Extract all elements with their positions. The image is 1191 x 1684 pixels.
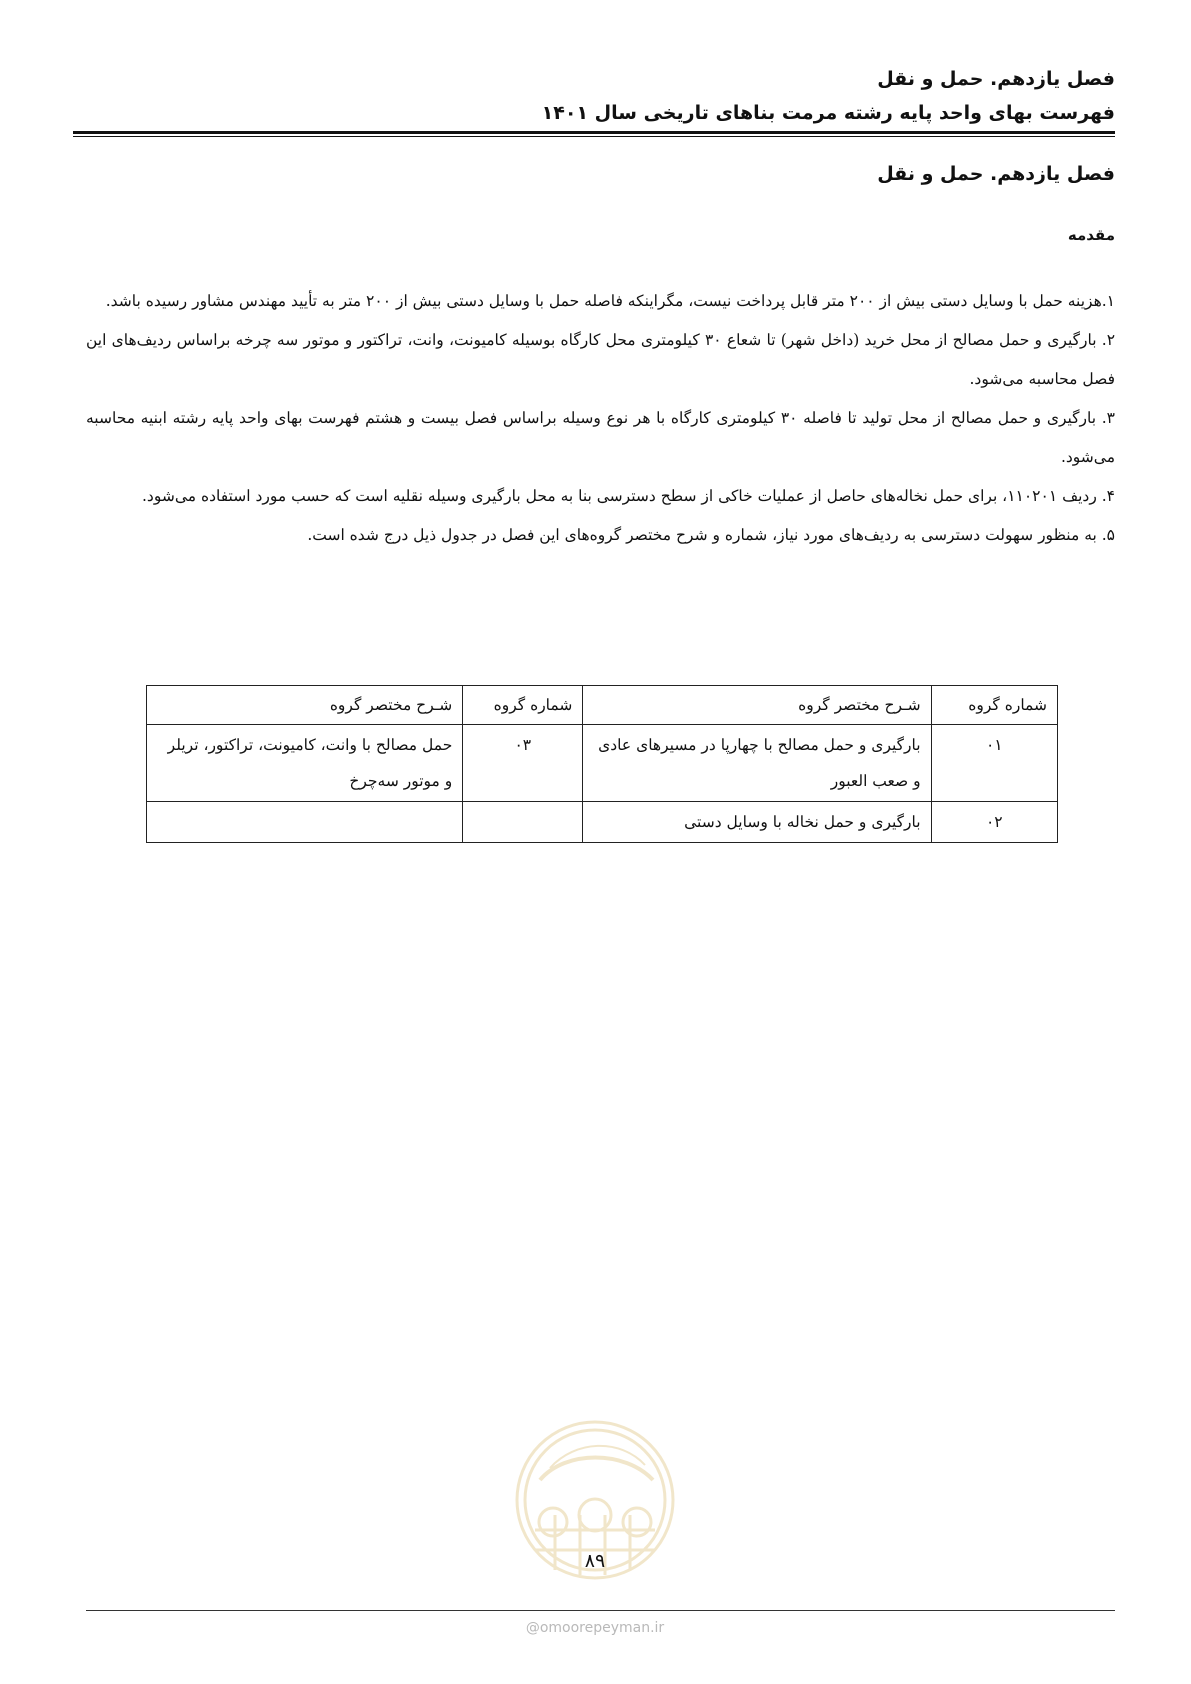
paragraph-2: ۲. بارگیری و حمل مصالح از محل خرید (داخل شهر) تا شعاع ۳۰ کیلومتری محل کارگاه بوسیله کامیونت، وانت، تراکتور و موتور سه چرخه براساس ردیف‌های این فصل محاسبه می‌شود. (86, 331, 1116, 388)
table-header-group-description: شـرح مختصر گروه (583, 686, 931, 725)
group-description-cell (147, 802, 463, 843)
header-divider-thick (73, 131, 1115, 134)
groups-table (146, 685, 1058, 843)
group-number-cell: ۰۱ (931, 725, 1057, 802)
table-header-group-number: شماره گروه (931, 686, 1057, 725)
page-number: ۸۹ (584, 1550, 606, 1572)
group-number-cell: ۰۲ (931, 802, 1057, 843)
header-chapter-line: فصل یازدهم. حمل و نقل (877, 68, 1115, 90)
group-number-cell (463, 802, 583, 843)
paragraph-1: ۱.هزینه حمل با وسایل دستی بیش از ۲۰۰ متر قابل پرداخت نیست، مگراینکه فاصله حمل با وسایل دستی بیش از ۲۰۰ متر به تأیید مهندس مشاور رسیده باشد. (105, 292, 1115, 310)
chapter-title: فصل یازدهم. حمل و نقل (877, 163, 1115, 185)
watermark-logo (505, 1410, 685, 1605)
group-description-cell: حمل مصالح با وانت، کامیونت، تراکتور، تریلر و موتور سه‌چرخ (147, 725, 463, 802)
paragraph-4: ۴. ردیف ۱۱۰۲۰۱، برای حمل نخاله‌های حاصل از عملیات خاکی از سطح دسترسی بنا به محل بارگیری وسیله نقلیه است که حسب مورد استفاده می‌شود. (142, 487, 1115, 505)
intro-heading: مقدمه (1067, 226, 1115, 244)
group-number-cell: ۰۳ (463, 725, 583, 802)
table-header-row (147, 686, 1058, 725)
table-header-group-number: شماره گروه (463, 686, 583, 725)
page-header (73, 62, 1115, 130)
footer-divider (86, 1610, 1115, 1611)
table-row (147, 802, 1058, 843)
paragraph-3: ۳. بارگیری و حمل مصالح از محل تولید تا فاصله ۳۰ کیلومتری کارگاه با هر نوع وسیله براساس فصل بیست و هشتم فهرست بهای واحد پایه رشته ابنیه محاسبه می‌شود. (86, 409, 1115, 466)
group-description-cell: بارگیری و حمل مصالح با چهارپا در مسیرهای عادی و صعب العبور (583, 725, 931, 802)
table-header-group-description: شـرح مختصر گروه (147, 686, 463, 725)
group-description-cell: بارگیری و حمل نخاله با وسایل دستی (583, 802, 931, 843)
paragraph-5: ۵. به منظور سهولت دسترسی به ردیف‌های مورد نیاز، شماره و شرح مختصر گروه‌های این فصل در جدول ذیل درج شده است. (307, 526, 1115, 544)
table-row (147, 725, 1058, 802)
intro-paragraphs (86, 282, 1115, 555)
header-divider-thin (73, 136, 1115, 137)
footer-url: @omoorepeyman.ir (525, 1620, 665, 1636)
header-document-title: فهرست بهای واحد پایه رشته مرمت بناهای تاریخی سال ۱۴۰۱ (541, 102, 1115, 124)
